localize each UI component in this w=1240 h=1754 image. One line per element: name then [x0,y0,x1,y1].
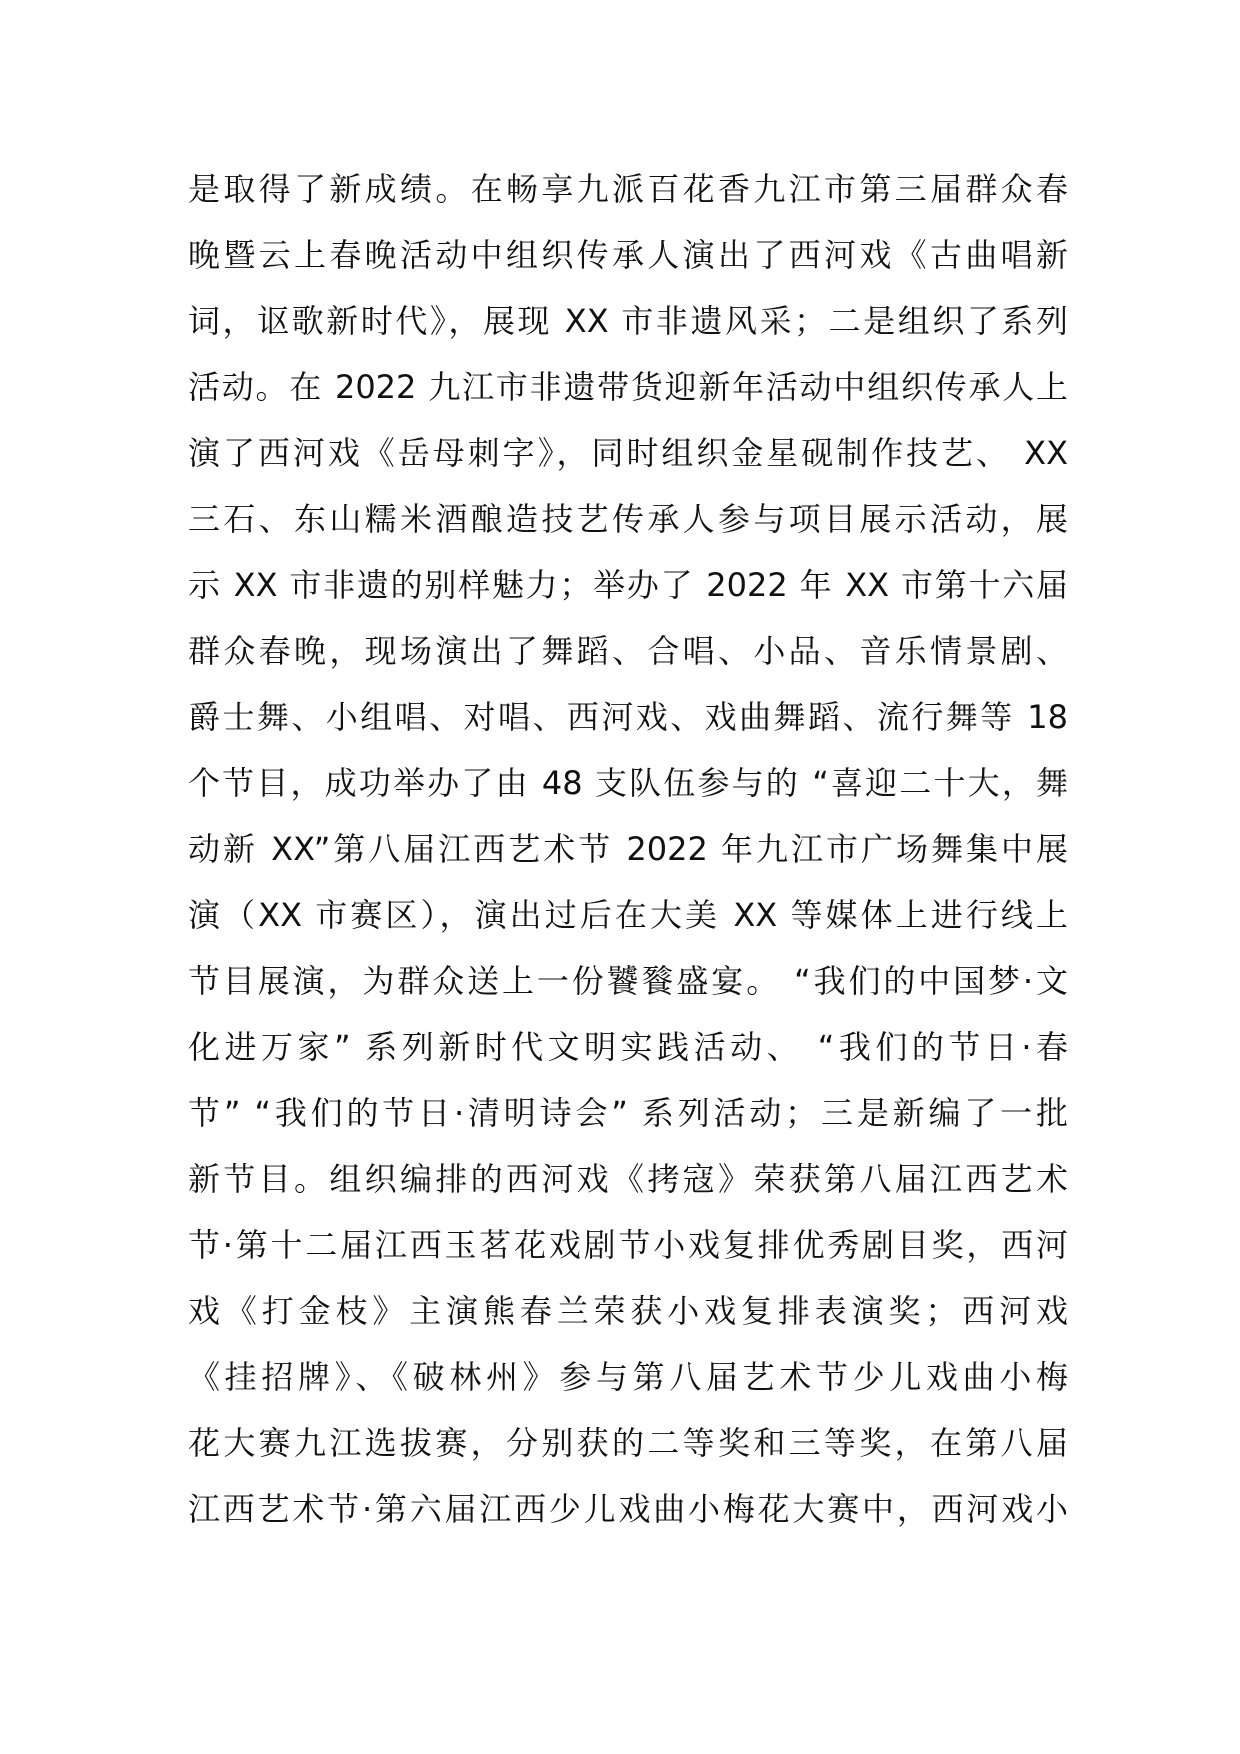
paragraph-line-9: 爵士舞、小组唱、对唱、西河戏、戏曲舞蹈、流行舞等 18 [188,698,1068,736]
paragraph-line-18: 戏《打金枝》主演熊春兰荣获小戏复排表演奖；西河戏 [188,1292,1068,1330]
paragraph-line-16: 新节目。组织编排的西河戏《拷寇》荣获第八届江西艺术 [188,1160,1068,1198]
paragraph-line-3: 词，讴歌新时代》，展现 XX 市非遗风采；二是组织了系列 [188,302,1068,340]
paragraph-line-19: 《挂招牌》、《破林州》参与第八届艺术节少儿戏曲小梅 [188,1358,1068,1396]
paragraph-line-20: 花大赛九江选拔赛，分别获的二等奖和三等奖，在第八届 [188,1424,1068,1462]
paragraph-line-10: 个节目，成功举办了由 48 支队伍参与的 “喜迎二十大，舞 [188,764,1068,802]
paragraph-line-13: 节目展演，为群众送上一份饕餮盛宴。 “我们的中国梦·文 [188,962,1068,1000]
paragraph-line-7: 示 XX 市非遗的别样魅力；举办了 2022 年 XX 市第十六届 [188,566,1068,604]
paragraph-line-11: 动新 XX”第八届江西艺术节 2022 年九江市广场舞集中展 [188,830,1068,868]
paragraph-line-12: 演（XX 市赛区），演出过后在大美 XX 等媒体上进行线上 [188,896,1068,934]
paragraph-line-1: 是取得了新成绩。在畅享九派百花香九江市第三届群众春 [188,170,1068,208]
paragraph-line-14: 化进万家” 系列新时代文明实践活动、 “我们的节日·春 [188,1028,1068,1066]
paragraph-line-17: 节·第十二届江西玉茗花戏剧节小戏复排优秀剧目奖，西河 [188,1226,1068,1264]
paragraph-line-5: 演了西河戏《岳母刺字》，同时组织金星砚制作技艺、 XX [188,434,1068,472]
body-paragraph [188,156,1068,1542]
paragraph-line-2: 晚暨云上春晚活动中组织传承人演出了西河戏《古曲唱新 [188,236,1068,274]
paragraph-line-21: 江西艺术节·第六届江西少儿戏曲小梅花大赛中，西河戏小 [188,1490,1068,1528]
paragraph-line-15: 节” “我们的节日·清明诗会” 系列活动；三是新编了一批 [188,1094,1068,1132]
paragraph-line-4: 活动。在 2022 九江市非遗带货迎新年活动中组织传承人上 [188,368,1068,406]
paragraph-line-6: 三石、东山糯米酒酿造技艺传承人参与项目展示活动，展 [188,500,1068,538]
paragraph-line-8: 群众春晚，现场演出了舞蹈、合唱、小品、音乐情景剧、 [188,632,1068,670]
